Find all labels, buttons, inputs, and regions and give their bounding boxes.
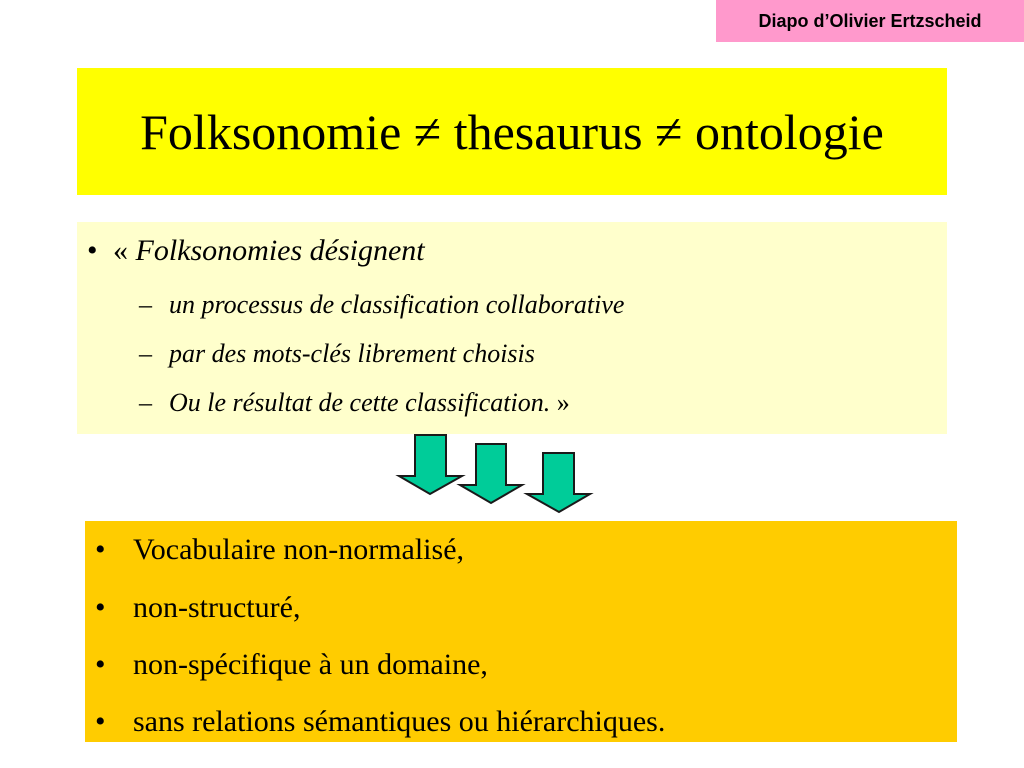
definition-item-text: par des mots-clés librement choisis — [169, 339, 535, 368]
down-arrow-icon — [460, 444, 522, 503]
property-item — [95, 648, 488, 682]
definition-heading — [87, 234, 425, 268]
bullet-icon: • — [95, 705, 106, 738]
slide-title: Folksonomie ≠ thesaurus ≠ ontologie — [140, 103, 884, 160]
definition-item — [139, 339, 535, 369]
close-quote: » — [550, 388, 570, 417]
down-arrow-icon — [527, 453, 590, 512]
property-item — [95, 591, 300, 625]
property-text: non-structuré, — [133, 591, 301, 624]
property-text: non-spécifique à un domaine, — [133, 648, 488, 681]
property-text: sans relations sémantiques ou hiérarchiques. — [133, 705, 666, 738]
definition-item-text: un processus de classification collaborative — [169, 290, 625, 319]
definition-item-text: Ou le résultat de cette classification. — [169, 388, 551, 417]
definition-item — [139, 290, 624, 320]
down-arrow-icon — [399, 435, 462, 494]
properties-box — [85, 521, 957, 742]
bullet-icon: • — [95, 533, 106, 566]
definition-heading-text: Folksonomies désignent — [135, 234, 425, 267]
dash-icon: – — [139, 339, 152, 368]
bullet-icon: • — [95, 591, 106, 624]
definition-box — [77, 222, 947, 434]
title-banner — [77, 68, 947, 195]
property-item — [95, 533, 464, 567]
open-quote: « — [113, 234, 136, 267]
dash-icon: – — [139, 388, 152, 417]
bullet-icon: • — [87, 234, 98, 267]
property-text: Vocabulaire non-normalisé, — [133, 533, 465, 566]
bullet-icon: • — [95, 648, 106, 681]
dash-icon: – — [139, 290, 152, 319]
definition-item — [139, 388, 570, 418]
author-credit-label: Diapo d’Olivier Ertzscheid — [716, 0, 1024, 42]
property-item — [95, 705, 665, 739]
